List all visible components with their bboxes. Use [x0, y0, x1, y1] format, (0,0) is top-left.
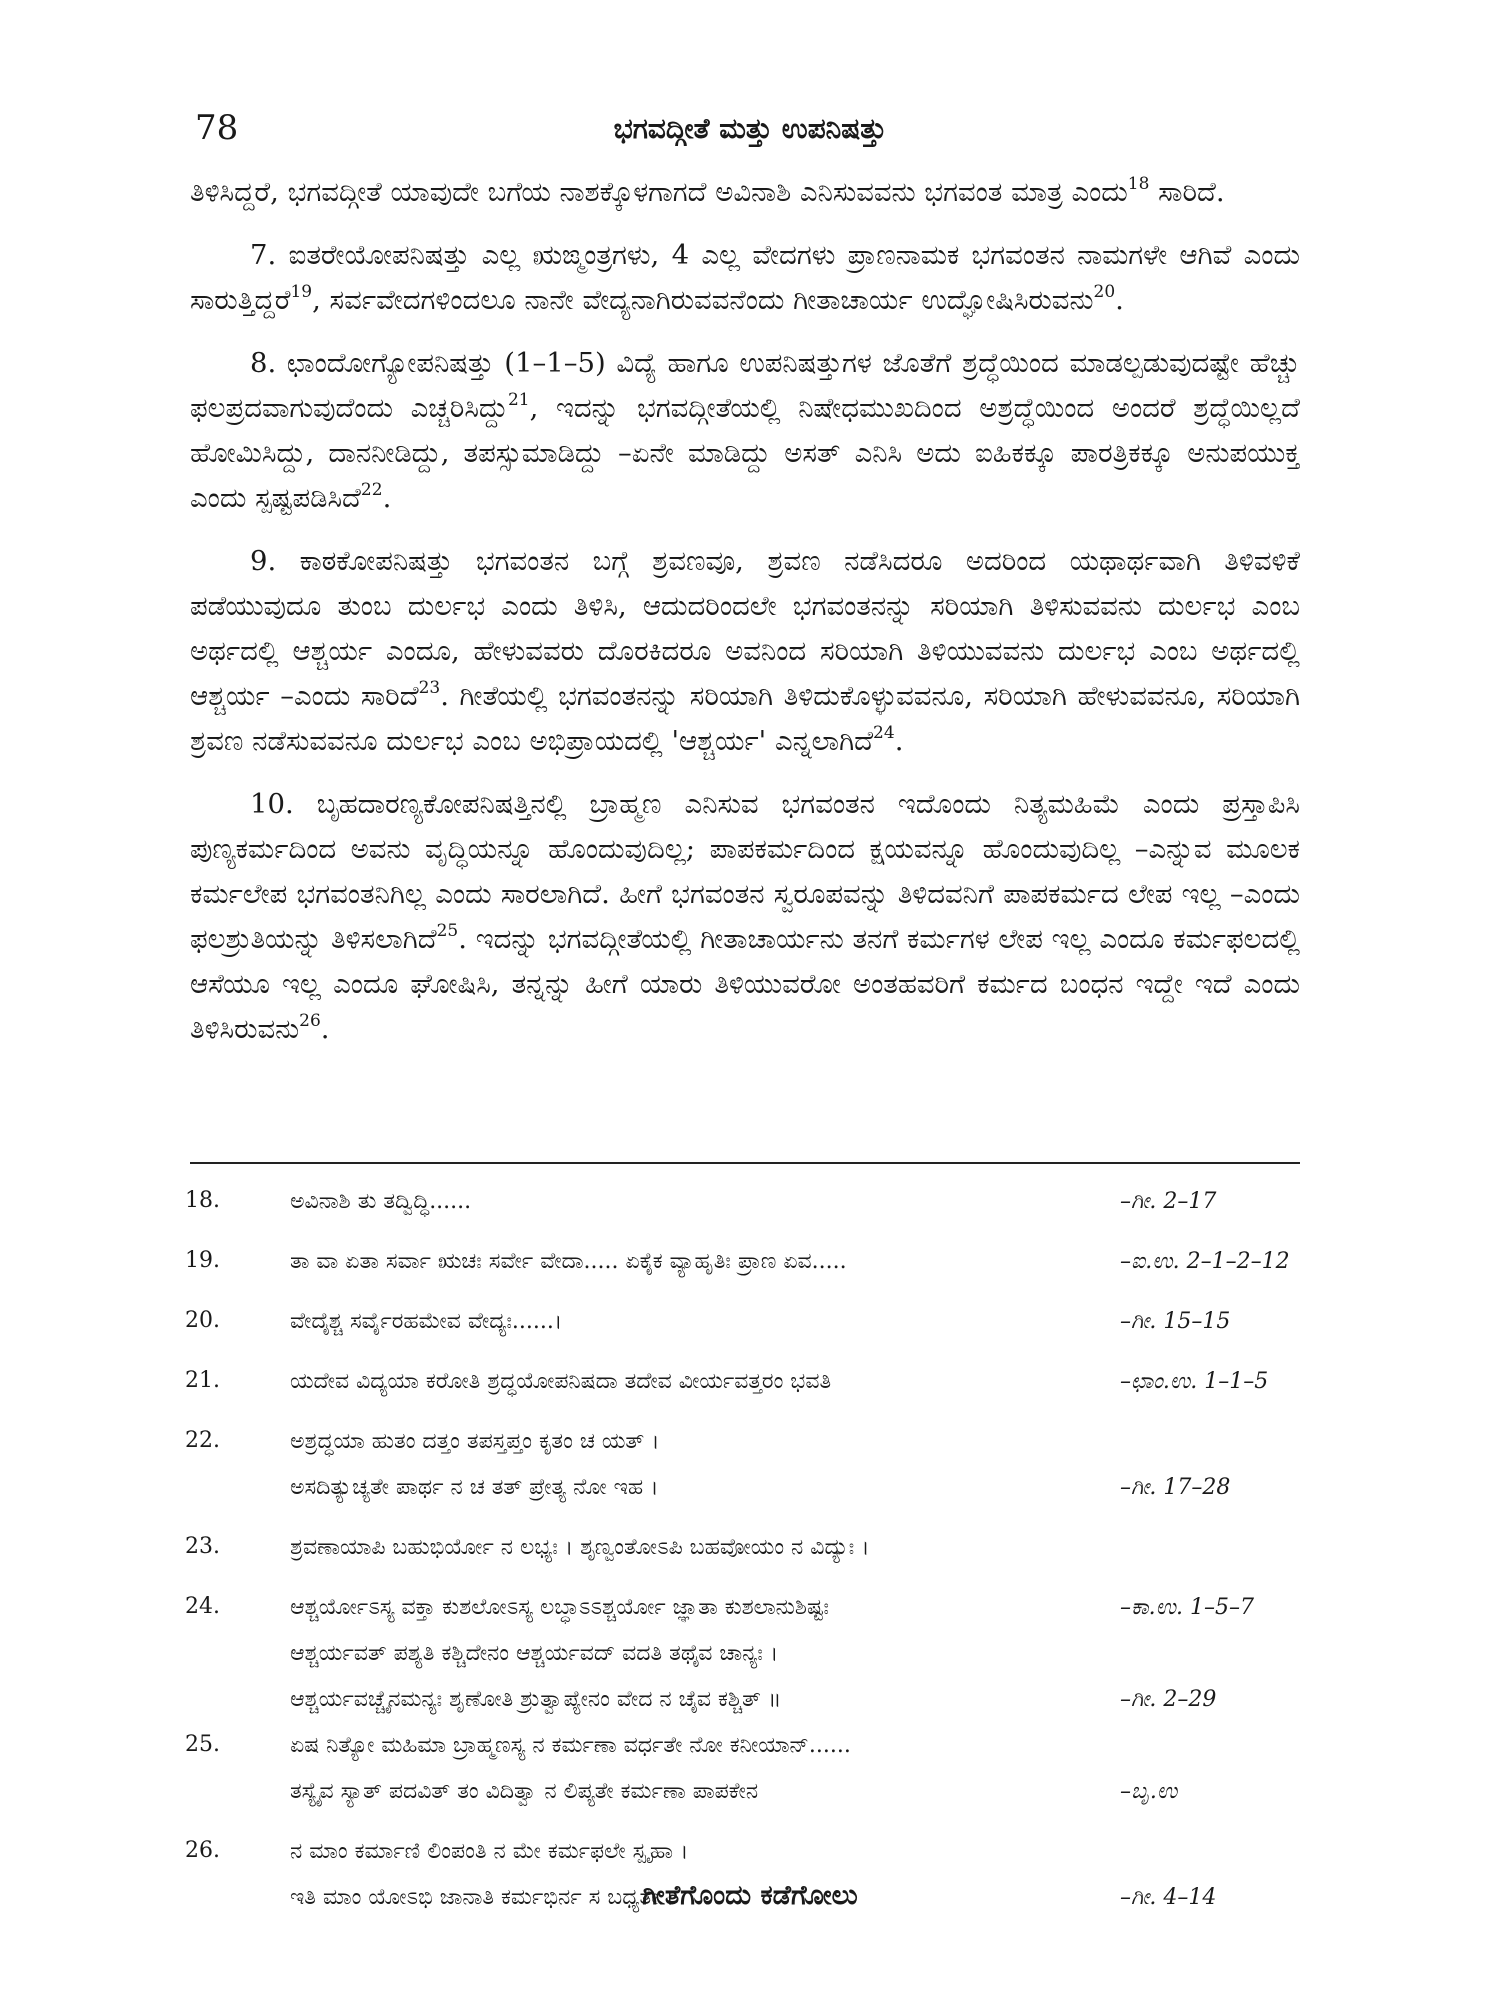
footnote-source: –ಛಾಂ.ಉ. 1–1–5: [1120, 1368, 1269, 1394]
footnote-text: ವೇದೈಶ್ಚ ಸರ್ವೈರಹಮೇವ ವೇದ್ಯಃ......।: [290, 1308, 563, 1334]
footnote-text: ಅಶ್ರದ್ಧಯಾ ಹುತಂ ದತ್ತಂ ತಪಸ್ತಪ್ತಂ ಕೃತಂ ಚ ಯತ್ ।: [290, 1428, 660, 1454]
footnote-text: ಆಶ್ಚರ್ಯೋಽಸ್ಯ ವಕ್ತಾ ಕುಶಲೋಽಸ್ಯ ಲಬ್ಧಾಽಽಶ್ಚರ್ಯೋ ಜ್ಞಾತಾ ಕುಶಲಾನುಶಿಷ್ಟಃ: [290, 1594, 829, 1620]
footnote-number: 18.: [185, 1188, 220, 1213]
footnote-ref-25: 25: [436, 921, 459, 941]
footnote-number: 20.: [185, 1308, 220, 1333]
footnote-ref-19: 19: [290, 282, 313, 302]
footnote-source: –ಗೀ. 17–28: [1120, 1474, 1231, 1500]
footnote-text: ಅವಿನಾಶಿ ತು ತದ್ವಿದ್ಧಿ......: [290, 1188, 472, 1214]
footnote-source: –ಕಾ.ಉ. 1–5–7: [1120, 1594, 1255, 1620]
footnote-ref-26: 26: [299, 1011, 321, 1031]
paragraph-10: 10. ಬೃಹದಾರಣ್ಯಕೋಪನಿಷತ್ತಿನಲ್ಲಿ ಬ್ರಾಹ್ಮಣ ಎನಿಸುವ ಭಗವಂತನ ಇದೊಂದು ನಿತ್ಯಮಹಿಮೆ ಎಂದು ಪ್ರಸ್ತಾಪಿಸಿ ಪುಣ್ಯಕರ್ಮದಿಂದ ಅವನು ವೃದ್ಧಿಯನ್ನೂ ಹೊಂದುವುದಿಲ್ಲ; ಪಾಪಕರ್ಮದಿಂದ ಕ್ಷಯವನ್ನೂ ಹೊಂದುವುದಿಲ್ಲ –ಎನ್ನುವ ಮೂಲಕ ಕರ್ಮಲೇಪ ಭಗವಂತನಿಗಿಲ್ಲ ಎಂದು ಸಾರಲಾಗಿದೆ. ಹೀಗೆ ಭಗವಂತನ ಸ್ವರೂಪವನ್ನು ತಿಳಿದವನಿಗೆ ಪಾಪಕರ್ಮದ ಲೇಪ ಇಲ್ಲ –ಎಂದು ಫಲಶ್ರುತಿಯನ್ನು ತಿಳಿಸಲಾಗಿದೆ$^{25}$. ಇದನ್ನು ಭಗವದ್ಗೀತೆಯಲ್ಲಿ ಗೀತಾಚಾರ್ಯನು ತನಗೆ ಕರ್ಮಗಳ ಲೇಪ ಇಲ್ಲ ಎಂದೂ ಕರ್ಮಫಲದಲ್ಲಿ ಆಸೆಯೂ ಇಲ್ಲ ಎಂದೂ ಘೋಷಿಸಿ, ತನ್ನನ್ನು ಹೀಗೆ ಯಾರು ತಿಳಿಯುವರೋ ಅಂತಹವರಿಗೆ ಕರ್ಮದ ಬಂಧನ ಇದ್ದೇ ಇದೆ ಎಂದು ತಿಳಿಸಿರುವನು$^{26}$.: [190, 788, 1301, 1045]
footnote-20: [185, 1298, 1310, 1344]
footnote-text: ತಸ್ಯೈವ ಸ್ಯಾತ್ ಪದವಿತ್ ತಂ ವಿದಿತ್ವಾ ನ ಲಿಪ್ಯತೇ ಕರ್ಮಣಾ ಪಾಪಕೇನ: [290, 1778, 759, 1804]
footnote-ref-22: 22: [360, 480, 383, 500]
footnote-ref-23: 23: [418, 678, 441, 698]
footnote-number: 25.: [185, 1732, 220, 1757]
footnote-text: ನ ಮಾಂ ಕರ್ಮಾಣಿ ಲಿಂಪಂತಿ ನ ಮೇ ಕರ್ಮಫಲೇ ಸ್ಪೃಹಾ ।: [290, 1838, 689, 1864]
footnote-24: [185, 1584, 1310, 1722]
footnote-21: [185, 1358, 1310, 1404]
footnote-number: 26.: [185, 1838, 220, 1863]
footnote-text: ಇತಿ ಮಾಂ ಯೋಽಭಿ ಜಾನಾತಿ ಕರ್ಮಭಿರ್ನ ಸ ಬಧ್ಯತೇ ।: [290, 1884, 674, 1910]
page-number: 78: [195, 108, 239, 148]
footnote-18: [185, 1178, 1310, 1224]
footnote-source: –ಗೀ. 4–14: [1120, 1884, 1217, 1910]
book-title-footer: ಗೀತೆಗೊಂದು ಕಡೆಗೋಲು: [642, 1880, 858, 1911]
footnote-source: –ಬೃ.ಉ: [1120, 1778, 1178, 1804]
footnote-text: ಏಷ ನಿತ್ಯೋ ಮಹಿಮಾ ಬ್ರಾಹ್ಮಣಸ್ಯ ನ ಕರ್ಮಣಾ ವರ್ಧತೇ ನೋ ಕನೀಯಾನ್......: [290, 1732, 851, 1758]
footnote-text: ಆಶ್ಚರ್ಯವತ್ ಪಶ್ಯತಿ ಕಶ್ಚಿದೇನಂ ಆಶ್ಚರ್ಯವದ್ ವದತಿ ತಥೈವ ಚಾನ್ಯಃ ।: [290, 1640, 779, 1666]
footnote-ref-21: 21: [507, 390, 530, 410]
footnote-text: ಅಸದಿತ್ಯುಚ್ಯತೇ ಪಾರ್ಥ ನ ಚ ತತ್ ಪ್ರೇತ್ಯ ನೋ ಇಹ ।: [290, 1474, 659, 1500]
footnote-text: ಶ್ರವಣಾಯಾಪಿ ಬಹುಭಿರ್ಯೋ ನ ಲಭ್ಯಃ । ಶೃಣ್ವಂತೋಽಪಿ ಬಹವೋಯಂ ನ ವಿದ್ಯುಃ ।: [290, 1534, 870, 1560]
footnote-23: [185, 1524, 1310, 1570]
footnote-25: [185, 1722, 1310, 1814]
footnote-22: [185, 1418, 1310, 1510]
footnote-number: 21.: [185, 1368, 220, 1393]
footnotes: [185, 1178, 1310, 1920]
paragraph-8: 8. ಛಾಂದೋಗ್ಯೋಪನಿಷತ್ತು (1–1–5) ವಿದ್ಯೆ ಹಾಗೂ ಉಪನಿಷತ್ತುಗಳ ಜೊತೆಗೆ ಶ್ರದ್ಧೆಯಿಂದ ಮಾಡಲ್ಪಡುವುದಷ್ಟೇ ಹೆಚ್ಚು ಫಲಪ್ರದವಾಗುವುದೆಂದು ಎಚ್ಚರಿಸಿದ್ದು$^{21}$, ಇದನ್ನು ಭಗವದ್ಗೀತೆಯಲ್ಲಿ ನಿಷೇಧಮುಖದಿಂದ ಅಶ್ರದ್ಧೆಯಿಂದ ಅಂದರೆ ಶ್ರದ್ಧೆಯಿಲ್ಲದೆ ಹೋಮಿಸಿದ್ದು, ದಾನನೀಡಿದ್ದು, ತಪಸ್ಸುಮಾಡಿದ್ದು –ಏನೇ ಮಾಡಿದ್ದು ಅಸತ್ ಎನಿಸಿ ಅದು ಐಹಿಕಕ್ಕೂ ಪಾರತ್ರಿಕಕ್ಕೂ ಅನುಪಯುಕ್ತ ಎಂದು ಸ್ಪಷ್ಟಪಡಿಸಿದೆ$^{22}$.: [190, 347, 1300, 514]
footnote-number: 22.: [185, 1428, 220, 1453]
footnote-text: ಆಶ್ಚರ್ಯವಚ್ಚೈನಮನ್ಯಃ ಶೃಣೋತಿ ಶ್ರುತ್ವಾಪ್ಯೇನಂ ವೇದ ನ ಚೈವ ಕಶ್ಚಿತ್ ॥: [290, 1686, 782, 1712]
footnote-number: 23.: [185, 1534, 220, 1559]
body-text: [190, 170, 1300, 1070]
paragraph-7: 7. ಐತರೇಯೋಪನಿಷತ್ತು ಎಲ್ಲ ಋಙ್ಮಂತ್ರಗಳು, 4 ಎಲ್ಲ ವೇದಗಳು ಪ್ರಾಣನಾಮಕ ಭಗವಂತನ ನಾಮಗಳೇ ಆಗಿವೆ ಎಂದು ಸಾರುತ್ತಿದ್ದರೆ$^{19}$, ಸರ್ವವೇದಗಳಿಂದಲೂ ನಾನೇ ವೇದ್ಯನಾಗಿರುವವನೆಂದು ಗೀತಾಚಾರ್ಯ ಉದ್ಘೋಷಿಸಿರುವನು$^{20}$.: [190, 239, 1300, 316]
footnote-19: [185, 1238, 1310, 1284]
footnote-source: –ಗೀ. 15–15: [1120, 1308, 1231, 1334]
paragraph-continued: ತಿಳಿಸಿದ್ದರೆ, ಭಗವದ್ಗೀತೆ ಯಾವುದೇ ಬಗೆಯ ನಾಶಕ್ಕೊಳಗಾಗದೆ ಅವಿನಾಶಿ ಎನಿಸುವವನು ಭಗವಂತ ಮಾತ್ರ ಎಂದು$^{18}$ ಸಾರಿದೆ.: [190, 174, 1225, 208]
footnote-ref-24: 24: [873, 723, 895, 743]
paragraph-9: 9. ಕಾಠಕೋಪನಿಷತ್ತು ಭಗವಂತನ ಬಗ್ಗೆ ಶ್ರವಣವೂ, ಶ್ರವಣ ನಡೆಸಿದರೂ ಅದರಿಂದ ಯಥಾರ್ಥವಾಗಿ ತಿಳಿವಳಿಕೆ ಪಡೆಯುವುದೂ ತುಂಬ ದುರ್ಲಭ ಎಂದು ತಿಳಿಸಿ, ಆದುದರಿಂದಲೇ ಭಗವಂತನನ್ನು ಸರಿಯಾಗಿ ತಿಳಿಸುವವನು ದುರ್ಲಭ ಎಂಬ ಅರ್ಥದಲ್ಲಿ ಆಶ್ಚರ್ಯ ಎಂದೂ, ಹೇಳುವವರು ದೊರಕಿದರೂ ಅವನಿಂದ ಸರಿಯಾಗಿ ತಿಳಿಯುವವನು ದುರ್ಲಭ ಎಂಬ ಅರ್ಥದಲ್ಲಿ ಆಶ್ಚರ್ಯ –ಎಂದು ಸಾರಿದೆ$^{23}$. ಗೀತೆಯಲ್ಲಿ ಭಗವಂತನನ್ನು ಸರಿಯಾಗಿ ತಿಳಿದುಕೊಳ್ಳುವವನೂ, ಸರಿಯಾಗಿ ಹೇಳುವವನೂ, ಸರಿಯಾಗಿ ಶ್ರವಣ ನಡೆಸುವವನೂ ದುರ್ಲಭ ಎಂಬ ಅಭಿಪ್ರಾಯದಲ್ಲಿ 'ಆಶ್ಚರ್ಯ' ಎನ್ನಲಾಗಿದೆ$^{24}$.: [190, 545, 1300, 757]
footnote-number: 19.: [185, 1248, 220, 1273]
footnote-number: 24.: [185, 1594, 220, 1619]
footnote-source: –ಐ.ಉ. 2–1–2–12: [1120, 1248, 1290, 1274]
footnote-text: ಯದೇವ ವಿದ್ಯಯಾ ಕರೋತಿ ಶ್ರದ್ಧಯೋಪನಿಷದಾ ತದೇವ ವೀರ್ಯವತ್ತರಂ ಭವತಿ: [290, 1368, 832, 1394]
footnote-text: ತಾ ವಾ ಏತಾ ಸರ್ವಾ ಋಚಃ ಸರ್ವೇ ವೇದಾ..... ಏಕೈಕ ವ್ಯಾಹೃತಿಃ ಪ್ರಾಣ ಏವ.....: [290, 1248, 847, 1274]
footnote-ref-20: 20: [1093, 282, 1116, 302]
footnote-source: –ಗೀ. 2–17: [1120, 1188, 1217, 1214]
running-head: ಭಗವದ್ಗೀತೆ ಮತ್ತು ಉಪನಿಷತ್ತು: [613, 112, 887, 145]
footnote-source: –ಗೀ. 2–29: [1120, 1686, 1217, 1712]
footnote-ref-18: 18: [1127, 174, 1150, 194]
footnote-divider: [190, 1162, 1300, 1164]
